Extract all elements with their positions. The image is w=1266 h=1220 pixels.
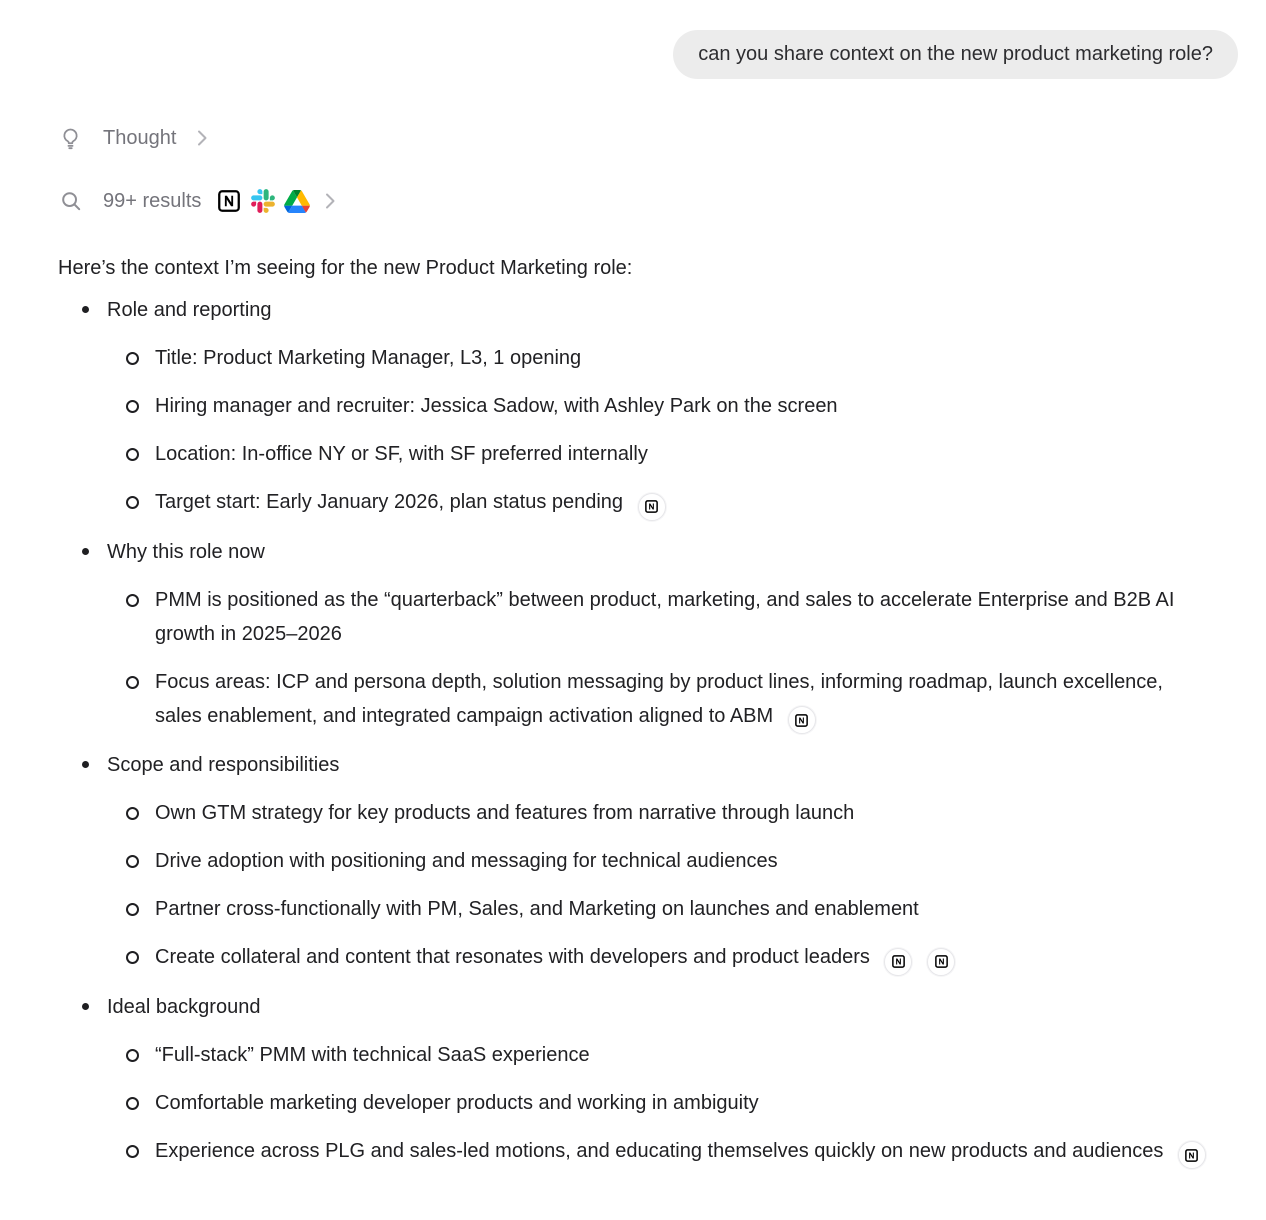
results-toggle[interactable] [58, 188, 337, 214]
list-section [58, 535, 1238, 735]
list-item-text: “Full-stack” PMM with technical SaaS experience [155, 1043, 590, 1066]
list-item-sub [58, 844, 1238, 878]
list-item-text: Comfortable marketing developer products and working in ambiguity [155, 1091, 759, 1114]
list-item-text: Create collateral and content that resonates with developers and product leaders [155, 940, 955, 976]
list-item-text: Hiring manager and recruiter: Jessica Sadow, with Ashley Park on the screen [155, 395, 838, 417]
user-message-bubble [673, 30, 1238, 79]
list-item-text: Own GTM strategy for key products and features from narrative through launch [155, 802, 855, 824]
section-title: Ideal background [107, 995, 261, 1018]
sub-items [58, 341, 1238, 521]
list-section [58, 748, 1238, 976]
bullet-icon [82, 548, 89, 555]
chevron-right-icon [323, 191, 337, 211]
sub-items [58, 796, 1238, 976]
list-item-text: Partner cross-functionally with PM, Sales, and Marketing on launches and enablement [155, 898, 919, 920]
list-section [58, 990, 1238, 1170]
circle-bullet-icon [126, 1097, 139, 1110]
search-icon [58, 189, 83, 214]
notion-source-badge[interactable] [927, 948, 955, 976]
results-label: 99+ results [103, 190, 202, 212]
list-item-sub [58, 1038, 1238, 1072]
circle-bullet-icon [126, 1145, 139, 1158]
sections [58, 293, 1238, 1169]
bullet-icon [82, 1003, 89, 1010]
google-drive-icon [284, 190, 310, 213]
list-item-sub [58, 1134, 1238, 1170]
circle-bullet-icon [126, 352, 139, 365]
sub-items [58, 1038, 1238, 1170]
notion-source-badge[interactable] [1178, 1141, 1206, 1169]
list-item-sub [58, 892, 1238, 926]
user-message-row [58, 30, 1238, 79]
list-item-sub [58, 1086, 1238, 1120]
lightbulb-icon [58, 126, 83, 151]
circle-bullet-icon [126, 951, 139, 964]
section-title: Role and reporting [107, 299, 272, 321]
notion-source-badge[interactable] [788, 706, 816, 734]
intro-text: Here’s the context I’m seeing for the new Product Marketing role: [58, 257, 633, 279]
bullet-icon [82, 761, 89, 768]
list-item-top [58, 293, 1238, 327]
list-section [58, 293, 1238, 521]
list-item-text: PMM is positioned as the “quarterback” between product, marketing, and sales to accelerate Enterprise and B2B AI growth in 2025–2026 [155, 588, 1175, 645]
list-item-sub [58, 341, 1238, 375]
thought-label: Thought [103, 127, 177, 149]
list-item-top [58, 748, 1238, 782]
list-item-text: Focus areas: ICP and persona depth, solution messaging by product lines, informing roadmap, launch excellence, sales enablement, and integrated campaign activation aligned to ABM [155, 665, 1213, 735]
list-item-sub [58, 796, 1238, 830]
circle-bullet-icon [126, 807, 139, 820]
list-item-top [58, 535, 1238, 569]
list-item-sub [58, 437, 1238, 471]
list-item-top [58, 990, 1238, 1024]
list-item-text: Location: In-office NY or SF, with SF preferred internally [155, 443, 648, 465]
thought-toggle[interactable] [58, 125, 209, 151]
list-item-text: Drive adoption with positioning and messaging for technical audiences [155, 850, 778, 872]
list-item-sub [58, 389, 1238, 423]
list-item-sub [58, 940, 1238, 976]
notion-icon [216, 188, 242, 214]
user-message-text: can you share context on the new product marketing role? [698, 43, 1213, 65]
list-item-text: Target start: Early January 2026, plan status pending [155, 485, 666, 521]
chevron-right-icon [195, 128, 209, 148]
section-title: Scope and responsibilities [107, 754, 340, 776]
assistant-message [58, 251, 1238, 1169]
notion-source-badge[interactable] [638, 493, 666, 521]
section-title: Why this role now [107, 540, 265, 563]
bullet-icon [82, 306, 89, 313]
notion-source-badge[interactable] [884, 948, 912, 976]
list-item-sub [58, 665, 1238, 735]
list-item-text: Experience across PLG and sales-led motions, and educating themselves quickly on new products and audiences [155, 1134, 1206, 1170]
sub-items [58, 583, 1238, 735]
list-item-text: Title: Product Marketing Manager, L3, 1 opening [155, 347, 582, 369]
list-item-sub [58, 485, 1238, 521]
slack-icon [251, 189, 275, 213]
circle-bullet-icon [126, 448, 139, 461]
circle-bullet-icon [126, 676, 139, 689]
circle-bullet-icon [126, 855, 139, 868]
circle-bullet-icon [126, 400, 139, 413]
list-item-sub [58, 583, 1238, 651]
circle-bullet-icon [126, 594, 139, 607]
circle-bullet-icon [126, 1049, 139, 1062]
circle-bullet-icon [126, 496, 139, 509]
circle-bullet-icon [126, 903, 139, 916]
